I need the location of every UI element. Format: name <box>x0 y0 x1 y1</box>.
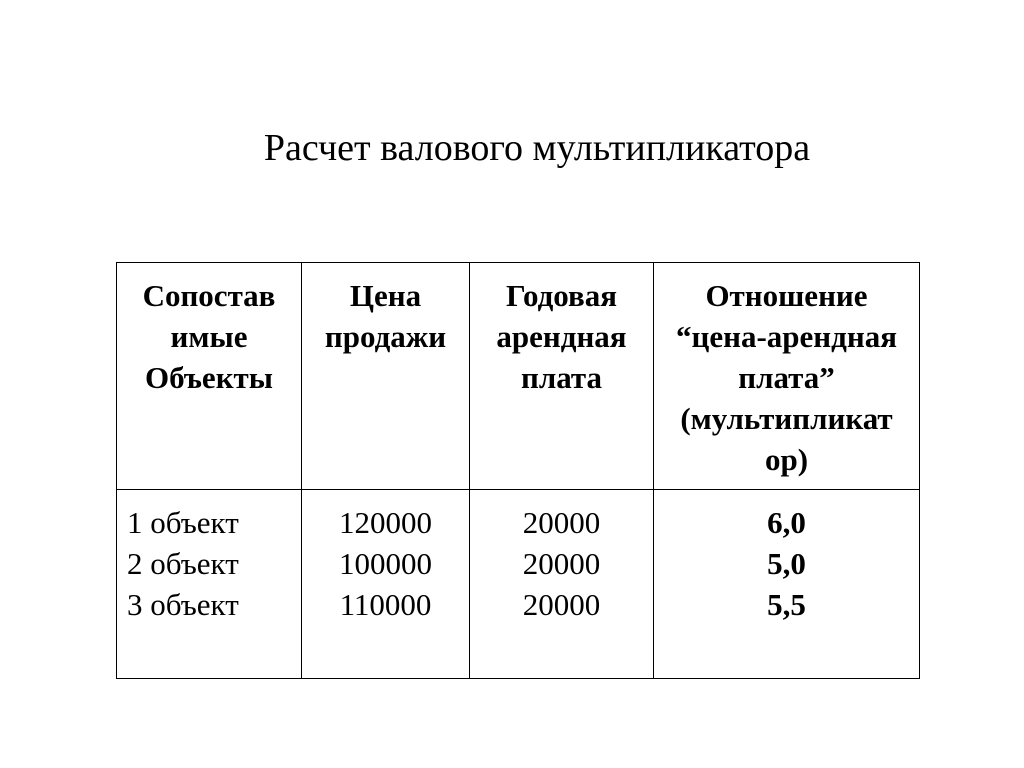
cell-prices <box>302 490 470 679</box>
cell-rents <box>470 490 654 679</box>
multiplier-table <box>116 262 920 679</box>
price-2: 100000 <box>339 546 432 581</box>
slide-title: Расчет валового мультипликатора <box>263 127 811 169</box>
table-row <box>117 490 920 679</box>
object-2: 2 объект <box>127 546 239 581</box>
multiplier-2: 5,0 <box>767 546 806 581</box>
price-1: 120000 <box>339 505 432 540</box>
header-price-rent-ratio: Отношение “цена-арендная плата” (мультипликат ор) <box>654 263 920 490</box>
rent-3: 20000 <box>522 587 601 622</box>
cell-objects <box>117 490 302 679</box>
object-3: 3 объект <box>127 587 239 622</box>
header-comparable-objects: Сопостав имые Объекты <box>117 263 302 490</box>
price-3: 110000 <box>339 587 432 622</box>
table-header-row <box>117 263 920 490</box>
header-sale-price: Цена продажи <box>302 263 470 490</box>
multiplier-3: 5,5 <box>767 587 806 622</box>
rent-1: 20000 <box>522 505 601 540</box>
object-1: 1 объект <box>127 505 239 540</box>
multiplier-1: 6,0 <box>767 505 806 540</box>
cell-multipliers <box>654 490 920 679</box>
rent-2: 20000 <box>522 546 601 581</box>
header-annual-rent: Годовая арендная плата <box>470 263 654 490</box>
